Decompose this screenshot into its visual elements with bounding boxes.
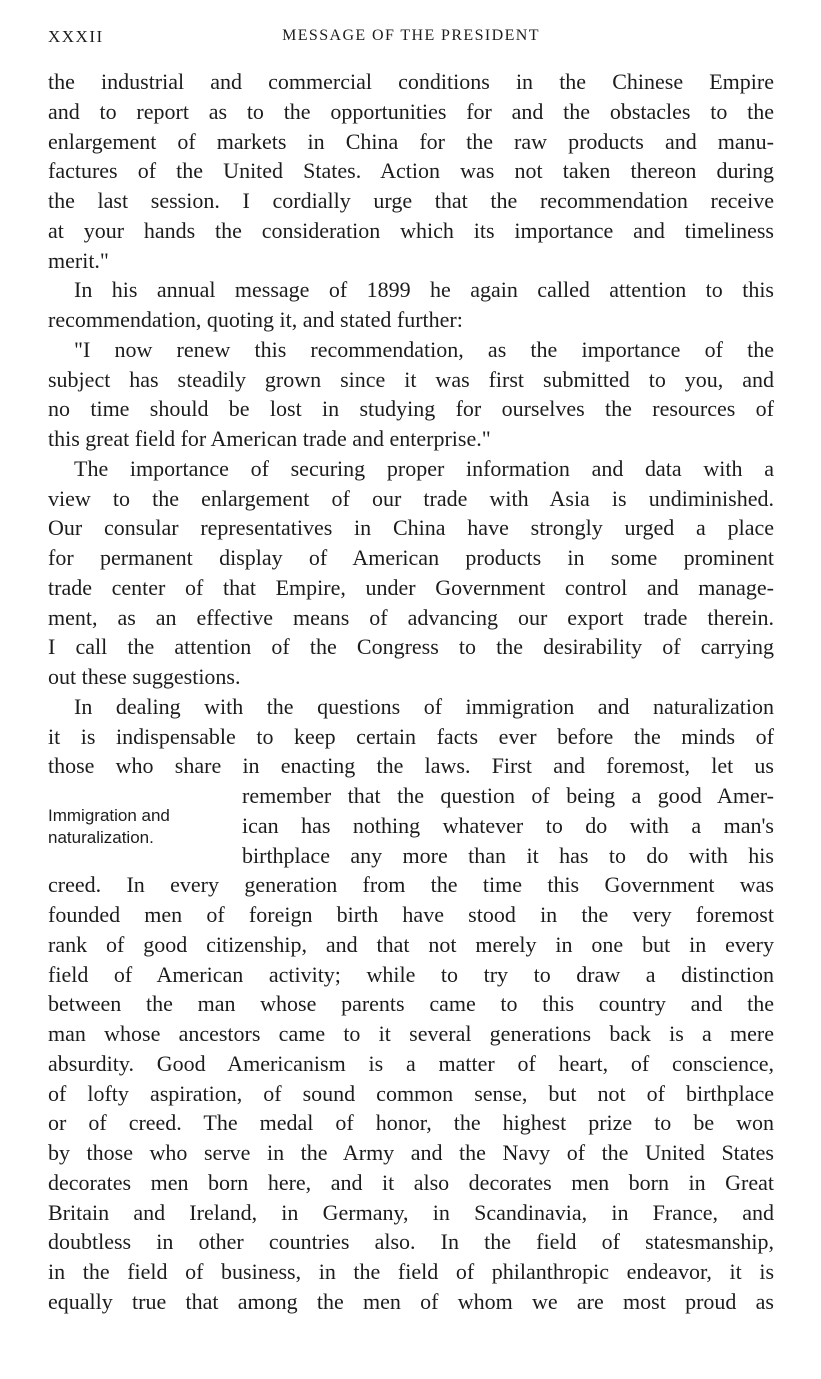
paragraph-first-line: In dealing with the questions of immigration and naturalization: [74, 693, 774, 719]
text-line: field of American activity; while to try to draw a distinction: [48, 961, 774, 987]
text-line: Our consular representatives in China have strongly urged a place: [48, 515, 774, 541]
paragraph-first-line: In his annual message of 1899 he again called attention to this: [74, 277, 774, 303]
quote-first-line: "I now renew this recommendation, as the importance of the: [74, 336, 774, 362]
margin-note-line: Immigration and: [48, 806, 170, 825]
text-line: subject has steadily grown since it was first submitted to you, and: [48, 366, 774, 392]
text-line: for permanent display of American products in some prominent: [48, 545, 774, 570]
text-line: ment, as an effective means of advancing our export trade therein.: [48, 604, 774, 630]
text-line-beside-note: ican has nothing whatever to do with a man's: [242, 812, 774, 838]
text-line: recommendation, quoting it, and stated further:: [48, 307, 463, 332]
text-line: no time should be lost in studying for ourselves the resources of: [48, 396, 774, 422]
text-line: absurdity. Good Americanism is a matter of heart, of conscience,: [48, 1050, 774, 1076]
text-line: Britain and Ireland, in Germany, in Scandinavia, in France, and: [48, 1199, 774, 1225]
text-line: decorates men born here, and it also decorates men born in Great: [48, 1169, 774, 1195]
text-line: rank of good citizenship, and that not merely in one but in every: [48, 931, 774, 957]
text-line-beside-note: remember that the question of being a good Amer-: [242, 783, 774, 808]
text-line: doubtless in other countries also. In the field of statesmanship,: [48, 1229, 774, 1255]
text-line: of lofty aspiration, of sound common sense, but not of birthplace: [48, 1080, 774, 1106]
text-line: it is indispensable to keep certain facts ever before the minds of: [48, 723, 774, 749]
margin-note-line: naturalization.: [48, 828, 154, 847]
text-line: trade center of that Empire, under Government control and manage-: [48, 574, 774, 600]
text-line: this great field for American trade and enterprise.": [48, 426, 491, 451]
text-line: by those who serve in the Army and the Navy of the United States: [48, 1140, 774, 1165]
text-line: equally true that among the men of whom we are most proud as: [48, 1288, 774, 1314]
page-number: XXXII: [48, 27, 104, 46]
text-line: between the man whose parents came to this country and the: [48, 991, 774, 1017]
text-line: or of creed. The medal of honor, the highest prize to be won: [48, 1110, 774, 1136]
text-line-beside-note: birthplace any more than it has to do with his: [242, 842, 774, 868]
text-line: the last session. I cordially urge that the recommendation receive: [48, 188, 774, 213]
text-line: enlargement of markets in China for the raw products and manu-: [48, 128, 774, 154]
text-line: factures of the United States. Action was not taken thereon during: [48, 158, 774, 184]
text-line: creed. In every generation from the time this Government was: [48, 872, 774, 898]
text-line: the industrial and commercial conditions in the Chinese Empire: [48, 69, 774, 94]
text-line: out these suggestions.: [48, 664, 241, 689]
text-line: and to report as to the opportunities for and the obstacles to the: [48, 98, 774, 124]
paragraph-first-line: The importance of securing proper information and data with a: [74, 455, 774, 481]
running-head: [48, 27, 774, 49]
text-line: founded men of foreign birth have stood in the very foremost: [48, 902, 774, 927]
text-line: those who share in enacting the laws. First and foremost, let us: [48, 753, 774, 779]
header-title: MESSAGE OF THE PRESIDENT: [282, 27, 540, 44]
text-line: I call the attention of the Congress to the desirability of carrying: [48, 634, 774, 660]
body-text: [48, 67, 774, 1317]
text-line: merit.": [48, 247, 109, 273]
text-line: view to the enlargement of our trade with Asia is undiminished.: [48, 485, 774, 511]
text-line: in the field of business, in the field of philanthropic endeavor, it is: [48, 1259, 774, 1284]
text-line: at your hands the consideration which its importance and timeliness: [48, 217, 774, 243]
text-line: man whose ancestors came to it several generations back is a mere: [48, 1021, 774, 1046]
